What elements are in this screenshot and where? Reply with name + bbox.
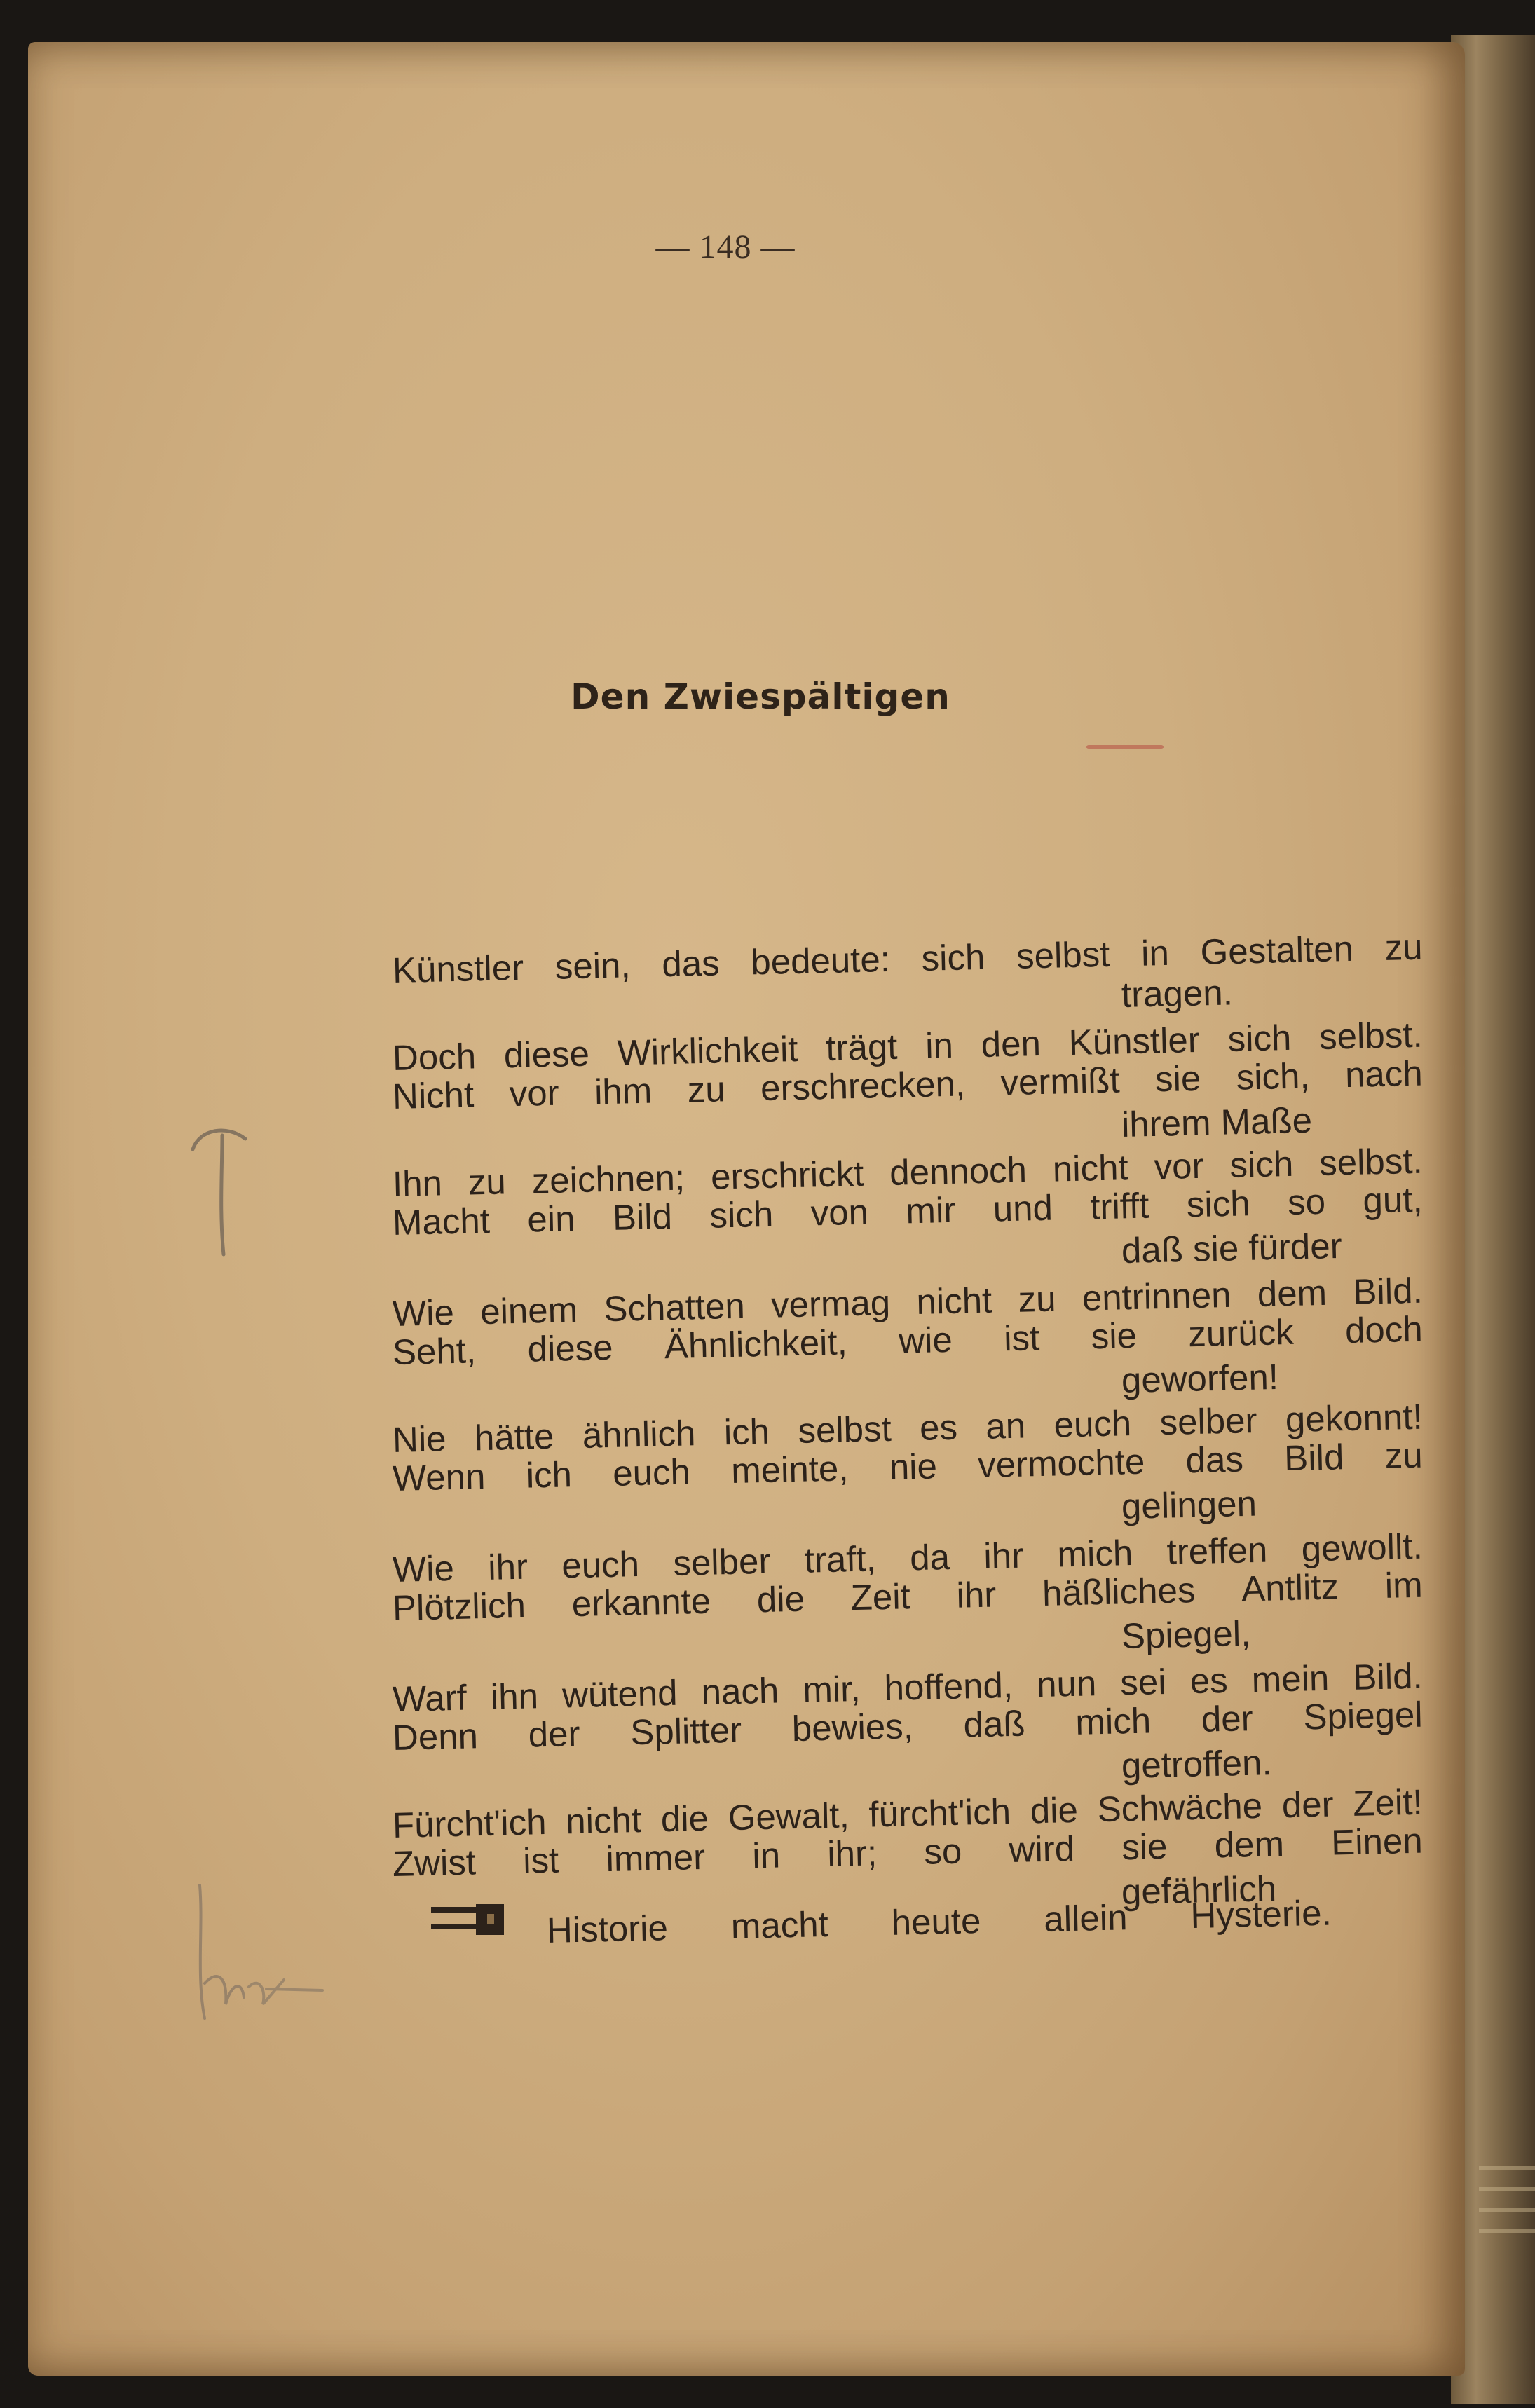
poem-word: Bild. [1352, 1655, 1424, 1697]
poem-word: sein, [554, 945, 632, 987]
poem-word: nicht [1052, 1147, 1129, 1189]
poem-word: Zeit! [1352, 1781, 1424, 1824]
poem-word: ihr; [826, 1833, 878, 1874]
poem-word: hätte [474, 1416, 555, 1458]
poem-word: Wenn [392, 1456, 486, 1498]
poem-word: Nie [392, 1418, 447, 1460]
poem-word: Ihn [392, 1163, 443, 1204]
poem-final-line [546, 1892, 1332, 1951]
poem-word: euch [612, 1451, 691, 1493]
poem-word: Wie [392, 1292, 455, 1334]
poem-word: sich [1186, 1183, 1251, 1225]
poem-word: traft, [804, 1538, 877, 1580]
poem-word: vermochte [977, 1441, 1145, 1486]
poem-word: mir, [802, 1668, 861, 1710]
poem-word: nach [701, 1670, 779, 1712]
poem-line-continuation: ihrem Maße [1121, 1100, 1313, 1144]
poem-word: vor [509, 1072, 560, 1114]
poem-word: ähnlich [582, 1413, 697, 1456]
poem-word: heute [891, 1900, 982, 1943]
poem-word: sich [1229, 1143, 1294, 1185]
poem-word: treffen [1166, 1529, 1268, 1572]
poem-word: vor [1153, 1145, 1205, 1187]
poem-word: vermag [770, 1282, 891, 1325]
poem-word: selber [672, 1540, 771, 1583]
poem-word: Nicht [392, 1074, 475, 1116]
poem-word: nach [1344, 1053, 1424, 1095]
poem-word: von [810, 1191, 869, 1233]
poem-word: Denn [392, 1716, 479, 1758]
poem-word: an [985, 1405, 1026, 1446]
poem-word: Antlitz [1241, 1566, 1339, 1609]
poem-word: diese [526, 1327, 614, 1369]
poem-word: sie [1154, 1058, 1201, 1100]
poem-word: mich [1056, 1533, 1133, 1575]
poem-word: mich [1074, 1700, 1152, 1742]
poem-word: selbst. [1318, 1140, 1424, 1183]
page-edge-line [1479, 2187, 1535, 2191]
poem-word: so [923, 1831, 962, 1872]
poem-word: zu [1017, 1278, 1057, 1320]
poem-word: zu [1384, 1435, 1424, 1476]
poem-word: Zeit [850, 1576, 911, 1618]
poem-word: den [981, 1023, 1042, 1065]
poem-word: zu [687, 1069, 726, 1110]
poem-word: selbst. [1318, 1014, 1424, 1057]
poem-word: der [1201, 1698, 1254, 1739]
poem-word: zu [1384, 926, 1424, 968]
poem-word: ein [526, 1198, 576, 1240]
poem-word: ich [723, 1411, 770, 1453]
poem-word: sei [1119, 1661, 1167, 1703]
poem-word: da [909, 1536, 950, 1578]
poem-word: Historie [546, 1908, 669, 1950]
poem-word: Seht, [392, 1330, 477, 1372]
poem-word: Zwist [392, 1842, 477, 1884]
poem-word: Fürcht'ich [392, 1802, 547, 1845]
poem-word: wütend [561, 1672, 678, 1716]
poem-word: mir [905, 1189, 956, 1231]
poem-word: nicht [915, 1280, 992, 1322]
poem-word: sich [709, 1193, 774, 1236]
poem-word: sie [1121, 1826, 1168, 1868]
poem-word: doch [1344, 1308, 1424, 1351]
poem-word: es [1189, 1660, 1229, 1702]
poem-title: Den Zwiespältigen [571, 676, 950, 717]
poem-word: ihr [487, 1546, 528, 1587]
poem-word: zu [468, 1161, 507, 1203]
poem-word: Bild [612, 1196, 673, 1238]
poem-word: vermißt [1000, 1060, 1121, 1103]
poem-word: Gewalt, [728, 1795, 850, 1838]
poem-word: macht [730, 1903, 829, 1947]
poem-word: Macht [392, 1200, 491, 1243]
poem-word: selbst [1016, 933, 1110, 976]
poem-word: Gestalten [1199, 928, 1354, 972]
poem-word: Wie [392, 1548, 455, 1589]
poem-word: erschrickt [710, 1153, 864, 1197]
poem-word: ist [1003, 1318, 1040, 1359]
poem-word: Bild [1283, 1437, 1344, 1479]
poem-word: ist [522, 1840, 559, 1881]
poem-word: die [756, 1578, 805, 1620]
section-end-icon [431, 1903, 508, 1938]
poem-word: einem [479, 1289, 578, 1332]
page-number: — 148 — [655, 228, 796, 266]
poem-word: erkannte [571, 1580, 711, 1624]
page-edge-line [1479, 2208, 1535, 2212]
poem-word: das [1185, 1439, 1244, 1481]
poem-word: bewies, [791, 1706, 914, 1749]
poem-word: gekonnt! [1285, 1396, 1424, 1440]
poem-word: zeichnen; [531, 1157, 685, 1201]
poem-word: Spiegel [1302, 1694, 1424, 1737]
poem-word: allein [1043, 1897, 1128, 1939]
poem-word: trägt [825, 1026, 898, 1068]
poem-word: fürcht'ich [868, 1791, 1011, 1835]
page-edge-line [1479, 2166, 1535, 2170]
poem-body [28, 42, 1465, 2376]
poem-line-continuation: Spiegel, [1121, 1613, 1251, 1656]
poem-word: euch [561, 1544, 640, 1586]
poem-word: dem [1214, 1824, 1285, 1866]
poem-word: bedeute: [750, 938, 891, 983]
poem-word: meinte, [730, 1448, 850, 1491]
poem-word: der [1281, 1784, 1335, 1826]
poem-word: in [1140, 932, 1170, 973]
poem-word: trifft [1089, 1185, 1150, 1227]
poem-word: Schwäche [1097, 1785, 1263, 1830]
poem-word: Schatten [603, 1285, 746, 1329]
poem-line [392, 926, 1423, 991]
poem-word: selbst [797, 1408, 892, 1451]
poem-word: Splitter [629, 1709, 742, 1753]
poem-line-continuation: daß sie fürder [1121, 1225, 1343, 1271]
book-page [28, 42, 1465, 2376]
poem-word: Wirklichkeit [617, 1028, 799, 1073]
poem-line-continuation: gelingen [1121, 1483, 1257, 1526]
poem-word: in [925, 1025, 954, 1066]
poem-word: gut, [1362, 1179, 1424, 1221]
poem-word: Einen [1330, 1820, 1424, 1863]
poem-word: sich [921, 936, 985, 978]
poem-word: die [1030, 1789, 1079, 1831]
poem-word: so [1287, 1181, 1326, 1223]
poem-word: sich, [1236, 1055, 1311, 1097]
poem-word: hoffend, [884, 1664, 1014, 1709]
poem-word: die [660, 1798, 709, 1840]
poem-line-continuation: tragen. [1121, 972, 1234, 1015]
poem-word: entrinnen [1082, 1274, 1232, 1318]
poem-word: Plötzlich [392, 1585, 526, 1628]
poem-word: sich [1227, 1017, 1292, 1059]
poem-line-continuation: gefährlich [1121, 1868, 1277, 1912]
poem-word: dem [1257, 1272, 1328, 1314]
poem-word: Künstler [1068, 1019, 1201, 1063]
poem-word: Künstler [392, 947, 524, 990]
poem-word: immer [605, 1836, 706, 1880]
poem-word: daß [963, 1703, 1026, 1745]
poem-word: mein [1251, 1657, 1330, 1700]
poem-word: wie [898, 1319, 953, 1361]
poem-word: ihr [955, 1574, 997, 1615]
poem-word: zurück [1187, 1311, 1295, 1355]
poem-word: Bild. [1352, 1270, 1424, 1312]
poem-word: das [661, 943, 721, 985]
poem-word: ihn [490, 1676, 539, 1717]
poem-word: Doch [392, 1036, 477, 1078]
poem-line-continuation: getroffen. [1121, 1742, 1273, 1786]
poem-word: euch [1053, 1403, 1132, 1445]
poem-word: ich [526, 1454, 573, 1496]
poem-line-continuation: geworfen! [1121, 1356, 1279, 1400]
poem-word: und [992, 1187, 1053, 1229]
poem-word: wird [1008, 1828, 1075, 1870]
poem-word: nie [889, 1446, 938, 1487]
poem-word: es [919, 1407, 958, 1448]
poem-word: gewollt. [1301, 1526, 1424, 1569]
poem-word: dennoch [889, 1149, 1028, 1193]
poem-word: sie [1091, 1315, 1138, 1357]
poem-word: häßliches [1042, 1570, 1196, 1613]
poem-word: Hysterie. [1189, 1892, 1332, 1936]
poem-word: der [528, 1713, 581, 1755]
poem-word: Ähnlichkeit, [664, 1322, 848, 1367]
poem-word: diese [503, 1033, 590, 1076]
poem-word: in [751, 1835, 781, 1876]
poem-word: im [1384, 1564, 1424, 1606]
poem-word: nicht [565, 1799, 642, 1842]
poem-word: nun [1036, 1663, 1097, 1705]
poem-word: erschrecken, [760, 1063, 966, 1109]
poem-word: Warf [392, 1677, 468, 1719]
page-edge-line [1479, 2229, 1535, 2233]
poem-word: ihr [983, 1535, 1024, 1576]
poem-word: ihm [594, 1070, 653, 1112]
poem-word: selber [1159, 1400, 1258, 1443]
